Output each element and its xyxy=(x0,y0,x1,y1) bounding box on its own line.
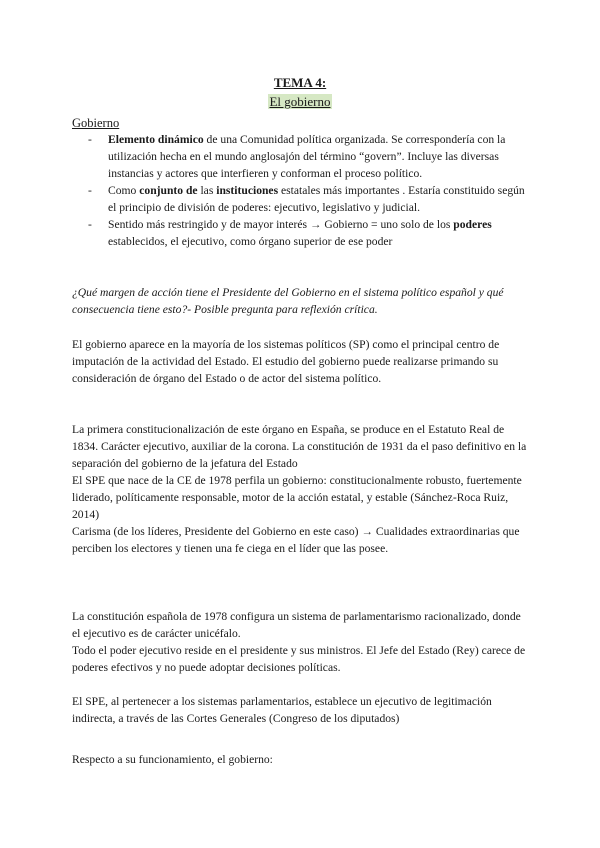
bullet-dash: - xyxy=(88,133,92,146)
paragraph: La primera constitucionalización de este órgano en España, se produce en el Estatuto Real de 1834. Carácter ejecutivo, auxiliar de la corona. La constitución de 1931 da el paso definitivo en la separación del gobierno de la jefatura del Estado xyxy=(72,423,527,470)
paragraph-group xyxy=(72,421,532,557)
bullet-dash: - xyxy=(88,184,92,197)
list-item-text: Sentido más restringido y de mayor interés → Gobierno = uno solo de los xyxy=(108,218,454,231)
bold-term: instituciones xyxy=(216,184,279,197)
paragraph: El SPE, al pertenecer a los sistemas parlamentarios, establece un ejecutivo de legitimación indirecta, a través de las Cortes Generales (Congreso de los diputados) xyxy=(72,695,492,725)
bold-term: Elemento dinámico xyxy=(108,133,204,146)
paragraph: El SPE que nace de la CE de 1978 perfila un gobierno: constitucionalmente robusto, fuertemente liderado, políticamente responsable, motor de la acción estatal, y estable (Sánchez-Roca Ruiz, 2014) xyxy=(72,474,522,521)
subtitle-highlight: El gobierno xyxy=(269,94,331,109)
paragraph: Carisma (de los líderes, Presidente del Gobierno en este caso) → Cualidades extraordinarias que perciben los electores y tienen una fe ciega en el líder que las posee. xyxy=(72,525,520,555)
list-item-text: las xyxy=(197,184,217,197)
list-item-text: establecidos, el ejecutivo, como órgano superior de ese poder xyxy=(108,235,393,248)
section-heading: Gobierno xyxy=(72,116,120,130)
paragraph: Respecto a su funcionamiento, el gobierno: xyxy=(72,753,273,766)
paragraph: La constitución española de 1978 configura un sistema de parlamentarismo racionalizado, donde el ejecutivo es de carácter unicéfalo. xyxy=(72,610,521,640)
list-item-text: de una Comunidad política organizada. Se correspondería con la utilización hecha en el mundo anglosajón del término “govern”. Incluye las diversas instancias y actores que interfieren y conforman el proceso político. xyxy=(108,133,506,180)
list-item xyxy=(88,131,528,182)
list-item-text: estatales más importantes . Estaría constituido según el principio de división de poderes: ejecutivo, legislativo y judicial. xyxy=(108,184,525,214)
reflection-question: ¿Qué margen de acción tiene el Presidente del Gobierno en el sistema político español y qué consecuencia tiene esto?- Posible pregunta para reflexión crítica. xyxy=(72,286,504,316)
list-item xyxy=(88,216,528,250)
paragraph: El gobierno aparece en la mayoría de los sistemas políticos (SP) como el principal centro de imputación de la actividad del Estado. El estudio del gobierno puede realizarse primando su consideración de órgano del Estado o de actor del sistema político. xyxy=(72,338,500,385)
bold-term: conjunto de xyxy=(139,184,198,197)
paragraph: Todo el poder ejecutivo reside en el presidente y sus ministros. El Jefe del Estado (Rey) carece de poderes efectivos y no puede adoptar decisiones políticas. xyxy=(72,644,526,674)
list-item xyxy=(88,182,528,216)
page-title: TEMA 4: xyxy=(273,75,327,90)
page-subtitle xyxy=(0,94,600,110)
list-item-text: Como xyxy=(108,184,140,197)
definition-list xyxy=(88,131,528,250)
bold-term: poderes xyxy=(453,218,492,231)
paragraph-group xyxy=(72,608,532,676)
bullet-dash: - xyxy=(88,218,92,231)
